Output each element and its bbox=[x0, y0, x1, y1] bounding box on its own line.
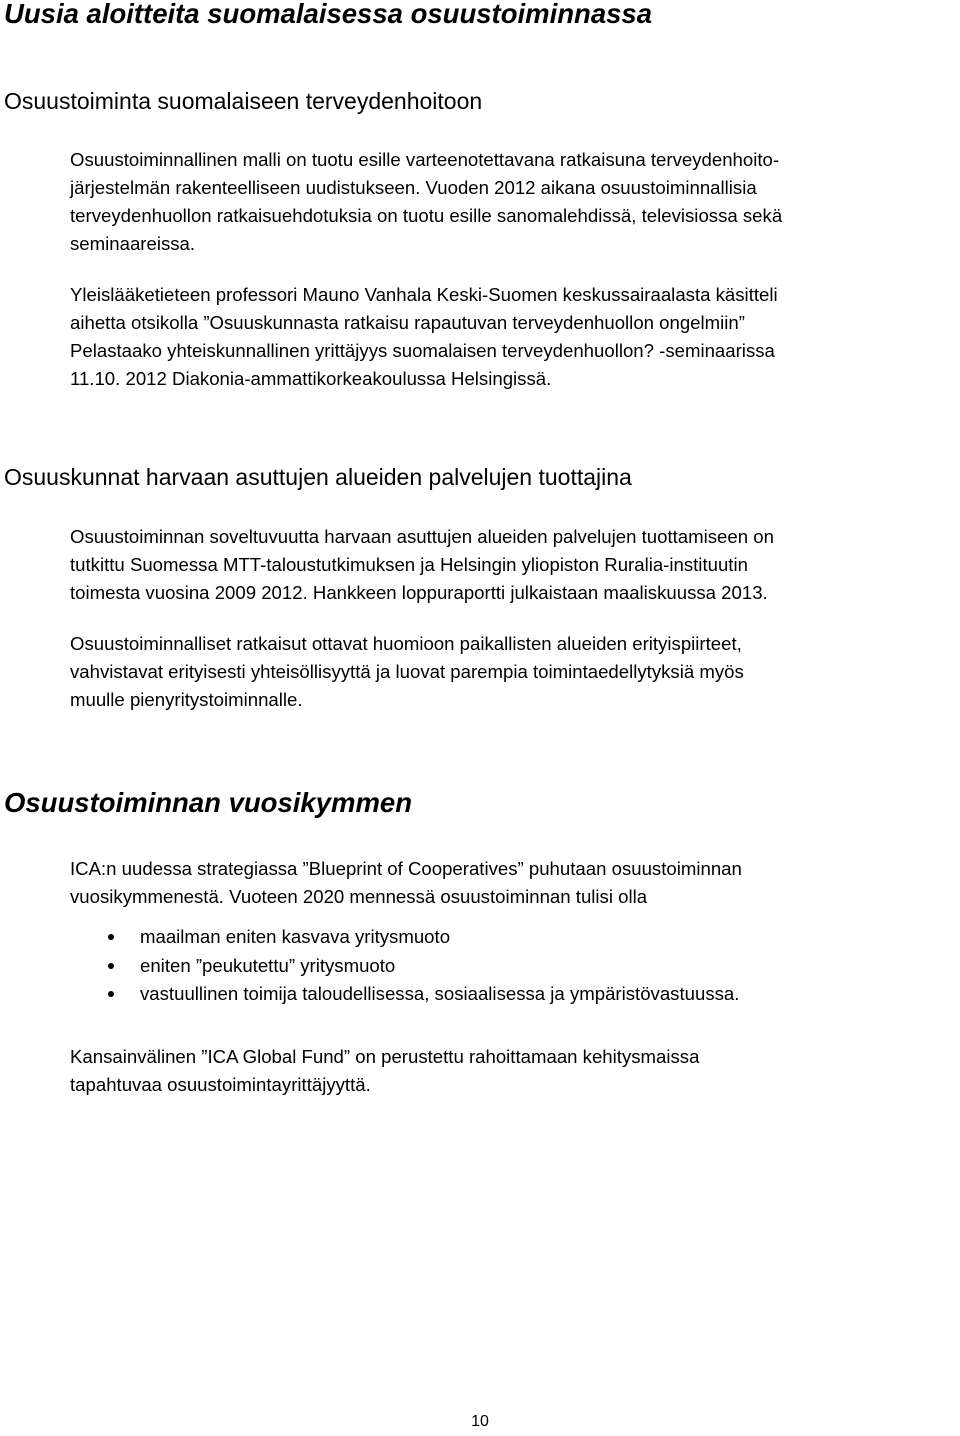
list-item-text: maailman eniten kasvava yritysmuoto bbox=[140, 926, 451, 947]
section-heading-decade: Osuustoiminnan vuosikymmen bbox=[4, 787, 413, 818]
text-line: Osuustoiminnalliset ratkaisut ottavat huomioon paikallisten alueiden erityispiirteet, bbox=[70, 633, 742, 654]
paragraph-cooperative-solutions bbox=[70, 630, 960, 714]
section-heading-sparse-areas: Osuuskunnat harvaan asuttujen alueiden palvelujen tuottajina bbox=[4, 464, 632, 490]
text-line: ICA:n uudessa strategiassa ”Blueprint of Cooperatives” puhutaan osuustoiminnan bbox=[70, 858, 742, 879]
bullet-icon bbox=[108, 991, 114, 997]
text-line: terveydenhuollon ratkaisuehdotuksia on tuotu esille sanomalehdissä, televisiossa sekä bbox=[70, 205, 783, 226]
list-item-text: vastuullinen toimija taloudellisessa, sosiaalisessa ja ympäristövastuussa. bbox=[140, 983, 740, 1004]
text-line: Pelastaako yhteiskunnallinen yrittäjyys suomalaisen terveydenhuollon? -seminaarissa bbox=[70, 340, 775, 361]
list-item bbox=[70, 952, 950, 981]
paragraph-professor-seminar bbox=[70, 281, 960, 393]
bullet-icon bbox=[108, 934, 114, 940]
goals-list bbox=[70, 923, 950, 1009]
text-line: seminaareissa. bbox=[70, 233, 196, 254]
text-line: tutkittu Suomessa MTT-taloustutkimuksen ja Helsingin yliopiston Ruralia-instituutin bbox=[70, 554, 748, 575]
text-line: vahvistavat erityisesti yhteisöllisyyttä ja luovat parempia toimintaedellytyksiä myös bbox=[70, 661, 744, 682]
text-line: Osuustoiminnallinen malli on tuotu esille varteenotettavana ratkaisuna terveydenhoito- bbox=[70, 149, 780, 170]
section-heading-healthcare: Osuustoiminta suomalaiseen terveydenhoitoon bbox=[4, 88, 483, 114]
paragraph-healthcare-model bbox=[70, 146, 960, 258]
text-line: toimesta vuosina 2009 2012. Hankkeen loppuraportti julkaistaan maaliskuussa 2013. bbox=[70, 582, 768, 603]
text-line: muulle pienyritystoiminnalle. bbox=[70, 689, 303, 710]
page-title: Uusia aloitteita suomalaisessa osuustoiminnassa bbox=[4, 0, 653, 29]
text-line: Kansainvälinen ”ICA Global Fund” on perustettu rahoittamaan kehitysmaissa bbox=[70, 1046, 700, 1067]
text-line: 11.10. 2012 Diakonia-ammattikorkeakoulussa Helsingissä. bbox=[70, 368, 552, 389]
text-line: tapahtuvaa osuustoimintayrittäjyyttä. bbox=[70, 1074, 371, 1095]
paragraph-ica-strategy bbox=[70, 855, 960, 911]
list-item bbox=[70, 923, 950, 952]
list-item bbox=[70, 980, 950, 1009]
text-line: Osuustoiminnan soveltuvuutta harvaan asuttujen alueiden palvelujen tuottamiseen on bbox=[70, 526, 774, 547]
text-line: aihetta otsikolla ”Osuuskunnasta ratkaisu rapautuvan terveydenhuollon ongelmiin” bbox=[70, 312, 745, 333]
text-line: vuosikymmenestä. Vuoteen 2020 mennessä osuustoiminnan tulisi olla bbox=[70, 886, 648, 907]
page-number: 10 bbox=[471, 1413, 489, 1430]
bullet-icon bbox=[108, 963, 114, 969]
text-line: järjestelmän rakenteelliseen uudistukseen. Vuoden 2012 aikana osuustoiminnallisia bbox=[70, 177, 757, 198]
paragraph-sparse-areas-research bbox=[70, 523, 960, 607]
text-line: Yleislääketieteen professori Mauno Vanhala Keski-Suomen keskussairaalasta käsitteli bbox=[70, 284, 778, 305]
list-item-text: eniten ”peukutettu” yritysmuoto bbox=[140, 954, 396, 976]
paragraph-global-fund bbox=[70, 1043, 960, 1099]
